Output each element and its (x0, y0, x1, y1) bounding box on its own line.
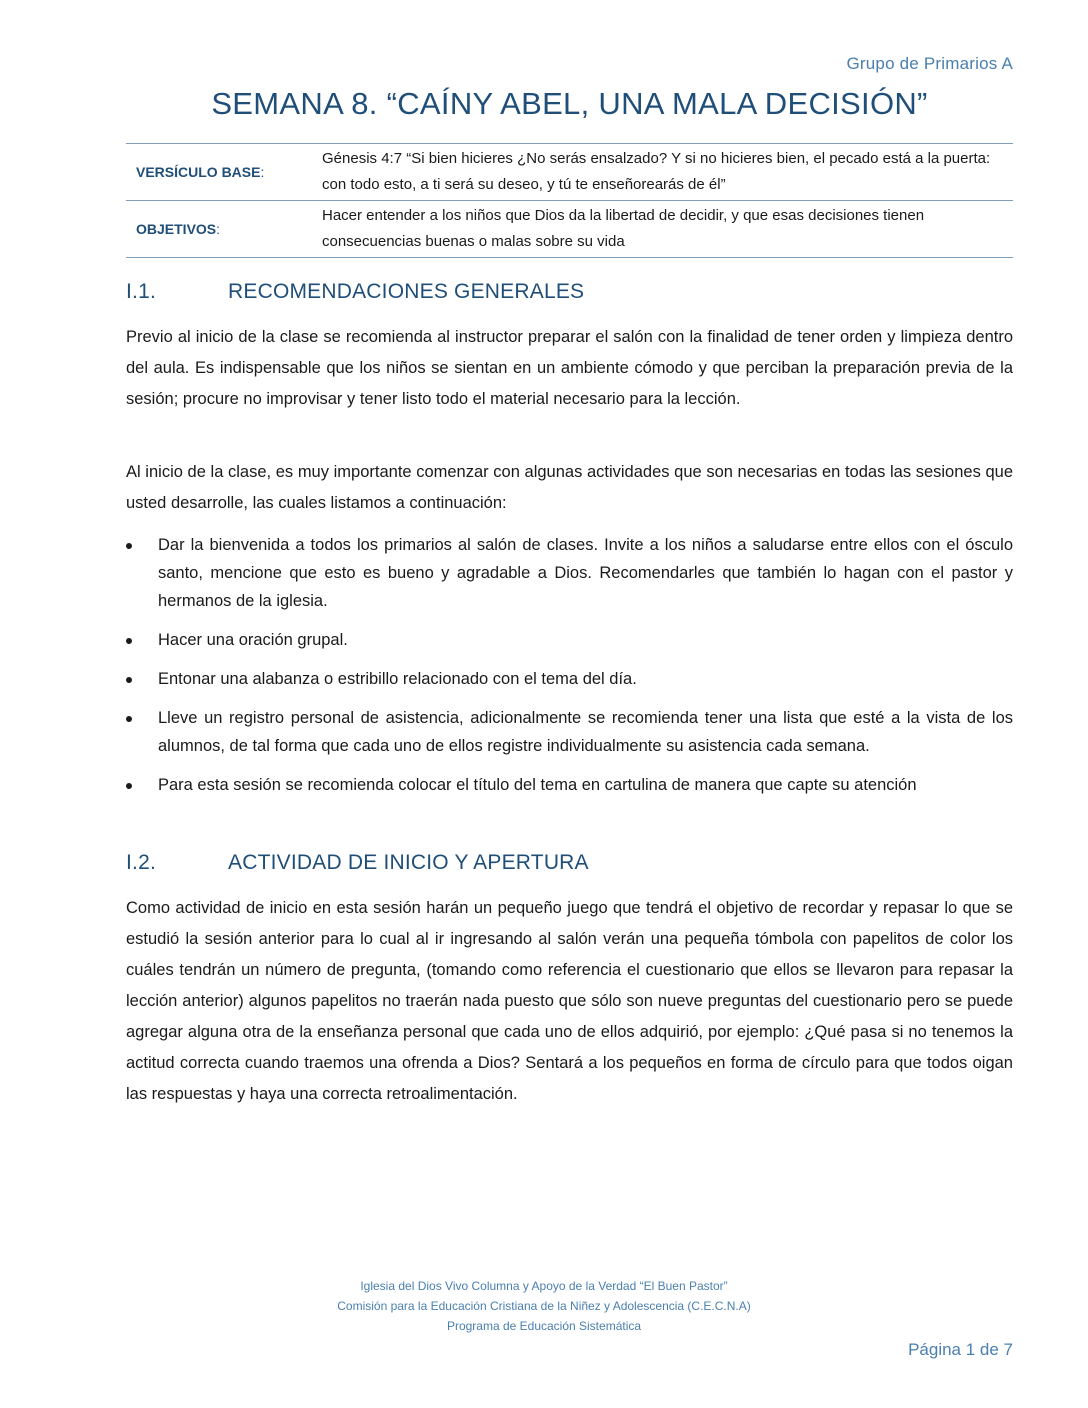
list-item: Lleve un registro personal de asistencia, adicionalmente se recomienda tener una lista que esté a la vista de los alumnos, de tal forma que cada uno de ellos registre individualmente su asistencia cada semana. (126, 704, 1013, 760)
header-group-label: Grupo de Primarios A (846, 54, 1013, 73)
versiculo-row (126, 144, 1013, 201)
section1-paragraph-1: Previo al inicio de la clase se recomienda al instructor preparar el salón con la finalidad de tener orden y limpieza dentro del aula. Es indispensable que los niños se sientan en un ambiente cómodo y que perciban la preparación previa de la sesión; procure no improvisar y tener listo todo el material necesario para la lección. (126, 328, 1013, 408)
section1-title: RECOMENDACIONES GENERALES (228, 280, 585, 303)
objetivos-row (126, 201, 1013, 258)
bullet-icon (126, 638, 132, 644)
section2-title: ACTIVIDAD DE INICIO Y APERTURA (228, 851, 589, 874)
section1-heading (126, 280, 584, 304)
section2-paragraph-1: Como actividad de inicio en esta sesión harán un pequeño juego que tendrá el objetivo de recordar y repasar lo que se estudió la sesión anterior para lo cual al ir ingresando al salón verán una pequeña tómbola con papelitos de color los cuáles tendrán un número de pregunta, (tomando como referencia el cuestionario que ellos se llevaron para repasar la lección anterior) algunos papelitos no traerán nada puesto que sólo son nueve preguntas del cuestionario pero se puede agregar alguna otra de la enseñanza personal que cada uno de ellos adquirió, por ejemplo: ¿Qué pasa si no tenemos la actitud correcta cuando traemos una ofrenda a Dios? Sentará a los pequeños en forma de círculo para que todos oigan las respuestas y haya una correcta retroalimentación. (126, 899, 1013, 1103)
list-item: Dar la bienvenida a todos los primarios al salón de clases. Invite a los niños a saludarse entre ellos con el ósculo santo, mencione que esto es bueno y agradable a Dios. Recomendarles que también lo hagan con el pastor y hermanos de la iglesia. (126, 531, 1013, 615)
section1-paragraph-2: Al inicio de la clase, es muy importante comenzar con algunas actividades que son necesarias en todas las sesiones que usted desarrolle, las cuales listamos a continuación: (126, 463, 1013, 512)
objetivos-text: Hacer entender a los niños que Dios da la libertad de decidir, y que esas decisiones tienen consecuencias buenas o malas sobre su vida (312, 201, 1013, 258)
objetivos-label: OBJETIVOS: (126, 201, 312, 258)
bullet-icon (126, 677, 132, 683)
versiculo-label: VERSÍCULO BASE: (126, 144, 312, 201)
list-item: Hacer una oración grupal. (126, 626, 1013, 654)
page-title: SEMANA 8. “CAÍNY ABEL, UNA MALA DECISIÓN” (211, 86, 928, 121)
versiculo-text: Génesis 4:7 “Si bien hicieres ¿No serás ensalzado? Y si no hicieres bien, el pecado está a la puerta: con todo esto, a ti será su deseo, y tú te enseñorearás de él” (312, 144, 1013, 201)
page-number: Página 1 de 7 (908, 1340, 1013, 1359)
footer-line-1: Iglesia del Dios Vivo Columna y Apoyo de la Verdad “El Buen Pastor” (360, 1279, 728, 1293)
list-item: Entonar una alabanza o estribillo relacionado con el tema del día. (126, 665, 1013, 693)
list-item: Para esta sesión se recomienda colocar el título del tema en cartulina de manera que capte su atención (126, 771, 1013, 799)
bullet-icon (126, 783, 132, 789)
bullet-icon (126, 543, 132, 549)
section1-number: I.1. (126, 280, 156, 303)
section2-number: I.2. (126, 851, 156, 874)
bullet-icon (126, 716, 132, 722)
footer-line-2: Comisión para la Educación Cristiana de la Niñez y Adolescencia (C.E.C.N.A) (337, 1299, 751, 1313)
footer (0, 1276, 1088, 1336)
recommendations-list (126, 531, 1013, 810)
info-table (126, 143, 1013, 258)
section2-heading (126, 851, 589, 875)
footer-line-3: Programa de Educación Sistemática (446, 1319, 642, 1333)
